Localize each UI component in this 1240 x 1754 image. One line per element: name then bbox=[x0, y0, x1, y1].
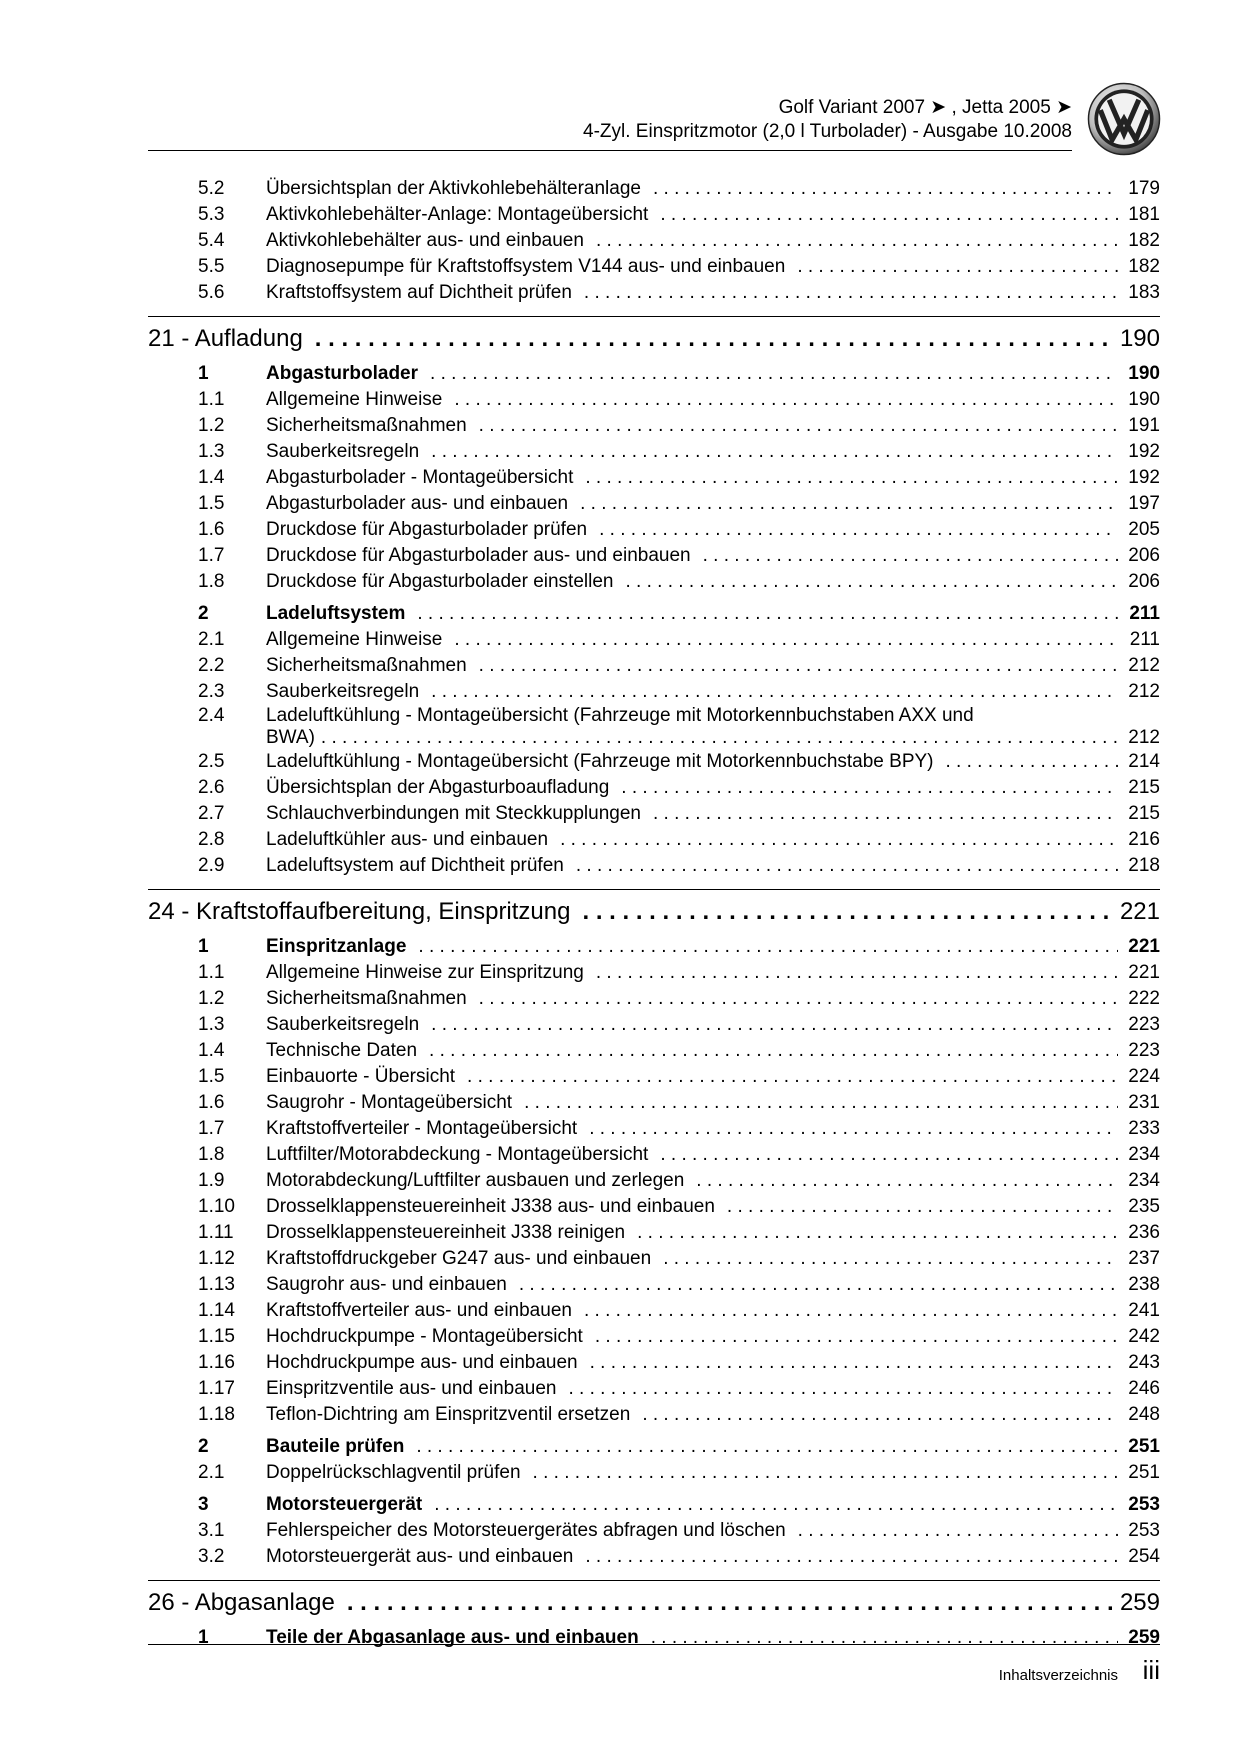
toc-row[interactable]: 1.4 Abgasturbolader - Montageübersicht . . . 192 bbox=[148, 465, 1160, 491]
toc-row[interactable]: 2.1 Allgemeine Hinweise . . . 211 bbox=[148, 627, 1160, 653]
toc-row[interactable]: 2.5 Ladeluftkühlung - Montageübersicht (Fahrzeuge mit Motorkennbuchstabe BPY) . . . 214 bbox=[148, 749, 1160, 775]
toc-row[interactable]: 1.5 Abgasturbolader aus- und einbauen . . . 197 bbox=[148, 491, 1160, 517]
toc-row[interactable]: 1.17 Einspritzventile aus- und einbauen . . . 246 bbox=[148, 1376, 1160, 1402]
toc-row[interactable]: 1.8 Druckdose für Abgasturbolader einstellen . . . 206 bbox=[148, 569, 1160, 595]
header-engine-line: 4-Zyl. Einspritzmotor (2,0 l Turbolader) - Ausgabe 10.2008 bbox=[583, 121, 1072, 142]
toc-section-row[interactable]: 1 Einspritzanlage . . . 221 bbox=[148, 934, 1160, 960]
chapter-rule bbox=[148, 316, 1160, 317]
toc-section-row[interactable]: 2 Ladeluftsystem . . . 211 bbox=[148, 601, 1160, 627]
toc-section-row[interactable]: 2 Bauteile prüfen . . . 251 bbox=[148, 1434, 1160, 1460]
toc-row[interactable]: 3.2 Motorsteuergerät aus- und einbauen . . . 254 bbox=[148, 1544, 1160, 1570]
toc-row[interactable]: 2.2 Sicherheitsmaßnahmen . . . 212 bbox=[148, 653, 1160, 679]
toc-row[interactable]: 1.3 Sauberkeitsregeln . . . 223 bbox=[148, 1012, 1160, 1038]
footer-section-label: Inhaltsverzeichnis bbox=[998, 1667, 1118, 1684]
toc-row-wrapped[interactable]: 2.4 Ladeluftkühlung - Montageübersicht (Fahrzeuge mit Motorkennbuchstaben AXX und BWA) . . . 212 bbox=[148, 705, 1160, 749]
toc-row[interactable]: 2.6 Übersichtsplan der Abgasturboaufladung . . . 215 bbox=[148, 775, 1160, 801]
toc-row[interactable]: 1.14 Kraftstoffverteiler aus- und einbauen . . . 241 bbox=[148, 1298, 1160, 1324]
chapter-26-heading[interactable]: 26 - Abgasanlage . . . 259 bbox=[148, 1587, 1160, 1619]
toc-row[interactable]: 1.4 Technische Daten . . . 223 bbox=[148, 1038, 1160, 1064]
toc-row[interactable]: 1.2 Sicherheitsmaßnahmen . . . 191 bbox=[148, 413, 1160, 439]
toc-row[interactable]: 1.5 Einbauorte - Übersicht . . . 224 bbox=[148, 1064, 1160, 1090]
header-rule bbox=[148, 150, 1072, 151]
footer-page-number: iii bbox=[1142, 1655, 1160, 1685]
toc-row[interactable]: 2.1 Doppelrückschlagventil prüfen . . . 251 bbox=[148, 1460, 1160, 1486]
vw-logo-icon bbox=[1087, 82, 1161, 156]
toc-row[interactable]: 5.4 Aktivkohlebehälter aus- und einbauen . . . 182 bbox=[148, 228, 1160, 254]
toc-row[interactable]: 1.3 Sauberkeitsregeln . . . 192 bbox=[148, 439, 1160, 465]
toc-row[interactable]: 1.13 Saugrohr aus- und einbauen . . . 238 bbox=[148, 1272, 1160, 1298]
toc-row[interactable]: 1.8 Luftfilter/Motorabdeckung - Montageübersicht . . . 234 bbox=[148, 1142, 1160, 1168]
toc-row[interactable]: 1.9 Motorabdeckung/Luftfilter ausbauen und zerlegen . . . 234 bbox=[148, 1168, 1160, 1194]
toc-row[interactable]: 5.5 Diagnosepumpe für Kraftstoffsystem V144 aus- und einbauen . . . 182 bbox=[148, 254, 1160, 280]
footer-rule bbox=[148, 1644, 1160, 1645]
toc-row[interactable]: 1.6 Druckdose für Abgasturbolader prüfen . . . 205 bbox=[148, 517, 1160, 543]
toc-row[interactable]: 1.15 Hochdruckpumpe - Montageübersicht . . . 242 bbox=[148, 1324, 1160, 1350]
toc-row[interactable]: 1.7 Druckdose für Abgasturbolader aus- und einbauen . . . 206 bbox=[148, 543, 1160, 569]
toc-row[interactable]: 2.7 Schlauchverbindungen mit Steckkupplungen . . . 215 bbox=[148, 801, 1160, 827]
toc-row[interactable]: 1.10 Drosselklappensteuereinheit J338 aus- und einbauen . . . 235 bbox=[148, 1194, 1160, 1220]
toc-row[interactable]: 1.1 Allgemeine Hinweise zur Einspritzung . . . 221 bbox=[148, 960, 1160, 986]
toc-row[interactable]: 1.7 Kraftstoffverteiler - Montageübersicht . . . 233 bbox=[148, 1116, 1160, 1142]
toc-section-row[interactable]: 1 Teile der Abgasanlage aus- und einbauen . . . 259 bbox=[148, 1625, 1160, 1651]
toc-row[interactable]: 5.2 Übersichtsplan der Aktivkohlebehälteranlage . . . 179 bbox=[148, 176, 1160, 202]
toc-row[interactable]: 3.1 Fehlerspeicher des Motorsteuergerätes abfragen und löschen . . . 253 bbox=[148, 1518, 1160, 1544]
chapter-rule bbox=[148, 1580, 1160, 1581]
toc-row[interactable]: 5.3 Aktivkohlebehälter-Anlage: Montageübersicht . . . 181 bbox=[148, 202, 1160, 228]
toc-row[interactable]: 2.3 Sauberkeitsregeln . . . 212 bbox=[148, 679, 1160, 705]
toc-row[interactable]: 1.11 Drosselklappensteuereinheit J338 reinigen . . . 236 bbox=[148, 1220, 1160, 1246]
toc-section-row[interactable]: 1 Abgasturbolader . . . 190 bbox=[148, 361, 1160, 387]
toc-row[interactable]: 1.16 Hochdruckpumpe aus- und einbauen . . . 243 bbox=[148, 1350, 1160, 1376]
chapter-24-heading[interactable]: 24 - Kraftstoffaufbereitung, Einspritzung . . . 221 bbox=[148, 896, 1160, 928]
toc-row[interactable]: 1.2 Sicherheitsmaßnahmen . . . 222 bbox=[148, 986, 1160, 1012]
toc-row[interactable]: 1.18 Teflon-Dichtring am Einspritzventil ersetzen . . . 248 bbox=[148, 1402, 1160, 1428]
toc-section-row[interactable]: 3 Motorsteuergerät . . . 253 bbox=[148, 1492, 1160, 1518]
page-header bbox=[148, 96, 1072, 144]
toc-row[interactable]: 2.9 Ladeluftsystem auf Dichtheit prüfen . . . 218 bbox=[148, 853, 1160, 879]
header-vehicle-line: Golf Variant 2007 ➤ , Jetta 2005 ➤ bbox=[778, 97, 1072, 118]
toc-row[interactable]: 5.6 Kraftstoffsystem auf Dichtheit prüfen . . . 183 bbox=[148, 280, 1160, 306]
toc-row[interactable]: 1.1 Allgemeine Hinweise . . . 190 bbox=[148, 387, 1160, 413]
chapter-rule bbox=[148, 889, 1160, 890]
toc-row[interactable]: 2.8 Ladeluftkühler aus- und einbauen . . . 216 bbox=[148, 827, 1160, 853]
toc-row[interactable]: 1.12 Kraftstoffdruckgeber G247 aus- und einbauen . . . 237 bbox=[148, 1246, 1160, 1272]
chapter-21-heading[interactable]: 21 - Aufladung . . . 190 bbox=[148, 323, 1160, 355]
toc-row[interactable]: 1.6 Saugrohr - Montageübersicht . . . 231 bbox=[148, 1090, 1160, 1116]
table-of-contents bbox=[148, 176, 1160, 1651]
